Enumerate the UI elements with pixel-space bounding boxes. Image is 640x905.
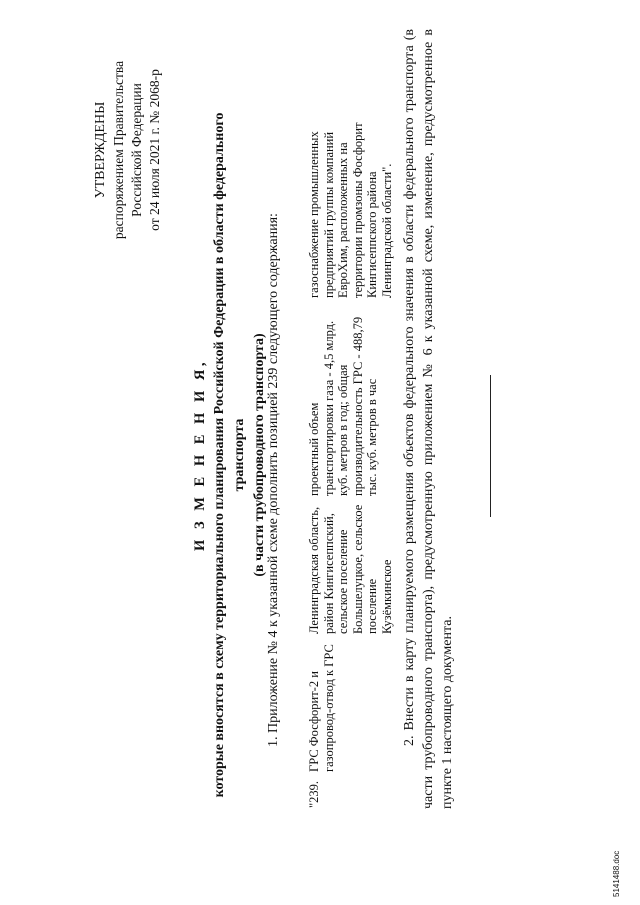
- title-scope: (в части трубопроводного транспорта): [252, 333, 267, 577]
- cell-object-name: ГРС Фосфорит-2 и газопровод-отвод к ГРС: [307, 644, 336, 772]
- approval-line-2: Российской Федерации: [129, 83, 144, 217]
- approval-heading: УТВЕРЖДЕНЫ: [93, 101, 108, 199]
- table-row: [307, 102, 394, 808]
- footer-filename: 5141488.doc: [612, 850, 621, 897]
- cell-location: Ленинградская область, район Кингисеппский, сельское поселение Большелуцкое, сельское поселение Кузёмкинское: [307, 504, 394, 634]
- separator-line: [490, 375, 491, 517]
- cell-purpose: газоснабжение промышленных предприятий группы компаний ЕвроХим, расположенных на территории промзоны Фосфорит Кингисеппского района Ленинградской области".: [307, 122, 394, 298]
- cell-parameters: проектный объем транспортировки газа - 4,5 млрд. куб. метров в год; общая производительность ГРС - 488,79 тыс. куб. метров в час: [307, 316, 379, 496]
- approval-line-1: распоряжением Правительства: [111, 60, 126, 240]
- document-title: [190, 95, 270, 815]
- paragraph-1: 1. Приложение № 4 к указанной схеме дополнить позицией 239 следующего содержания:: [266, 213, 281, 747]
- paragraph-2-text: 2. Внести в карту планируемого размещения объектов федерального значения в области федерального транспорта (в части трубопроводного транспорта), предусмотренную приложением № 6 к указанной схеме, изменение, предусмотренное в пункте 1 настоящего документа.: [402, 29, 455, 809]
- cell-number: "239.: [307, 781, 321, 808]
- approval-date: от 24 июля 2021 г. № 2068-р: [147, 69, 162, 231]
- approval-block: [92, 50, 164, 250]
- title-changes: И З М Е Н Е Н И Я,: [192, 359, 208, 551]
- position-table: [307, 102, 394, 808]
- paragraph-2: [400, 29, 457, 809]
- title-subject: которые вносятся в схему территориального планирования Российской Федерации в области федерального транспорта: [212, 112, 247, 798]
